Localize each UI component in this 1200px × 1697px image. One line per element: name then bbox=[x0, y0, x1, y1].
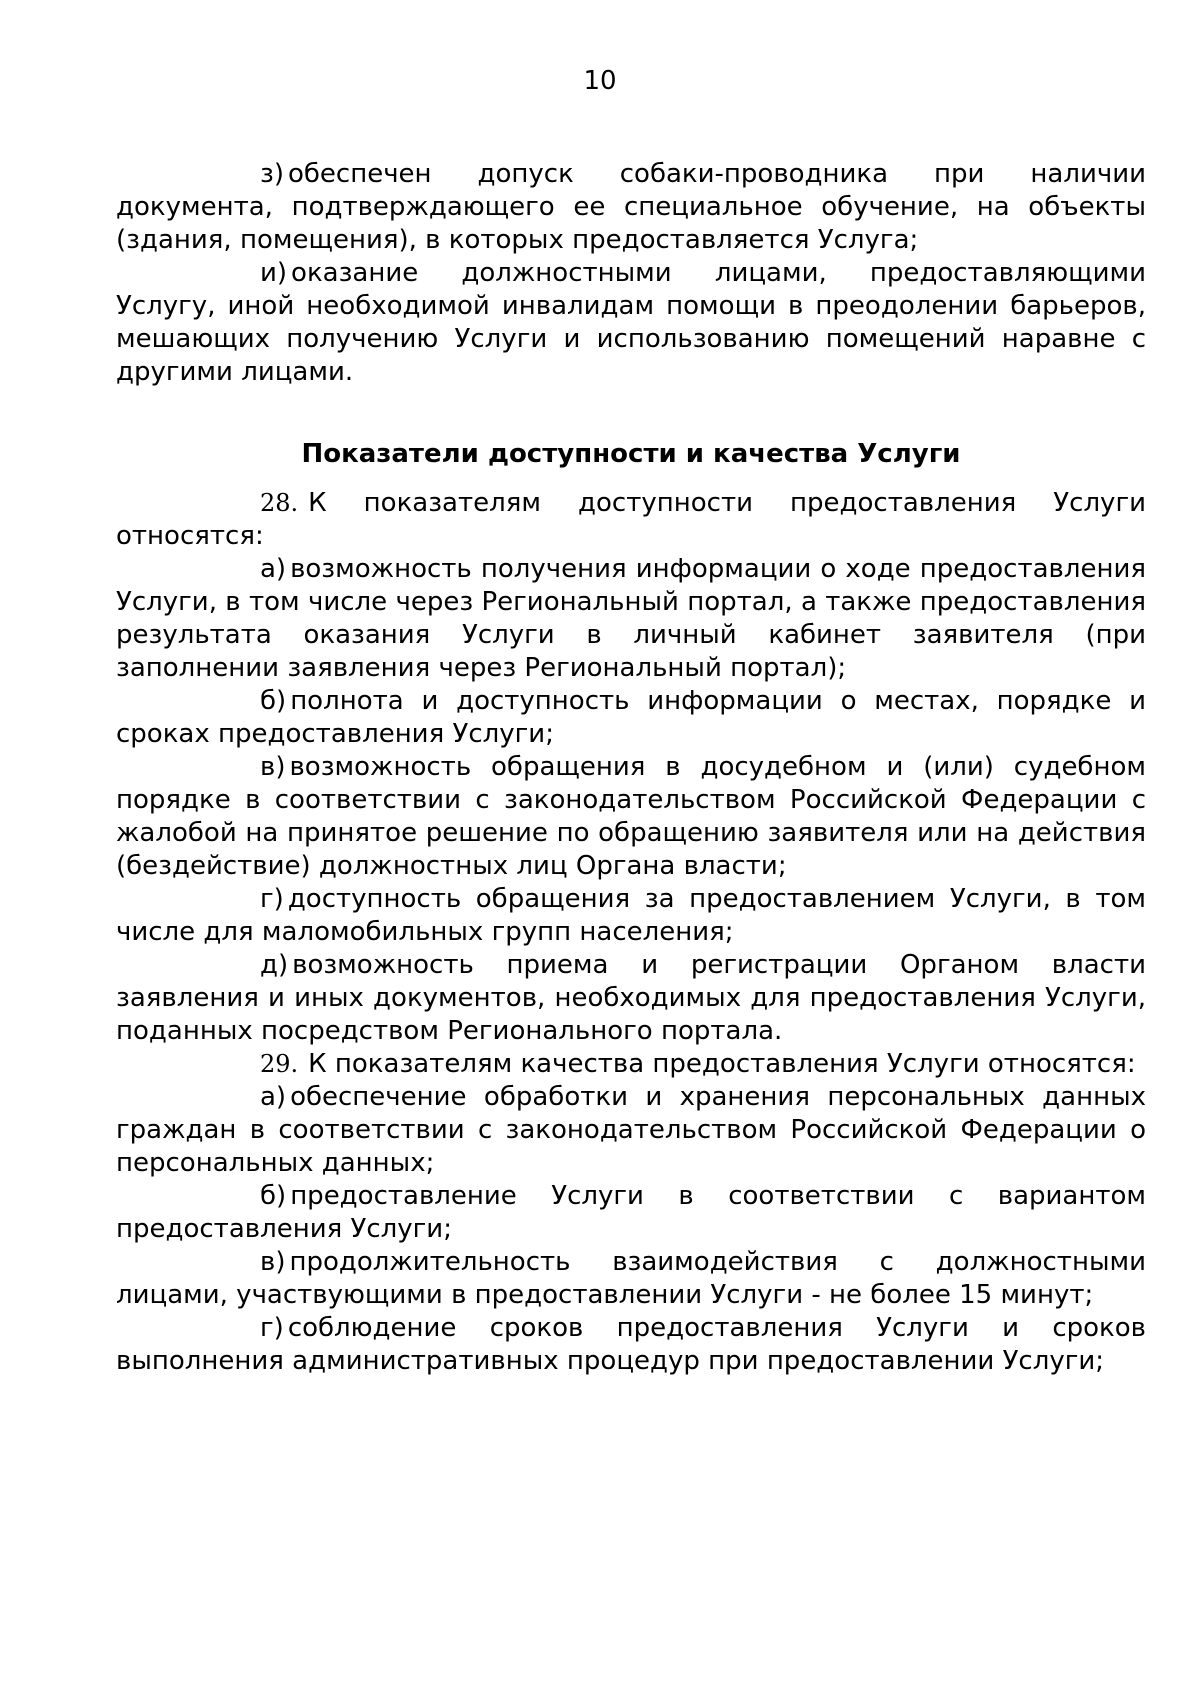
item-text: соблюдение сроков предоставления Услуги и сроков выполнения административных процедур при предоставлении Услуги; bbox=[116, 1313, 1146, 1376]
clause-text: К показателям доступности предоставления Услуги относятся: bbox=[116, 488, 1146, 551]
list-item bbox=[116, 685, 1146, 751]
item-text: доступность обращения за предоставлением Услуги, в том числе для маломобильных групп населения; bbox=[116, 884, 1146, 947]
item-marker: г) bbox=[260, 1313, 284, 1343]
list-item bbox=[116, 883, 1146, 949]
list-item bbox=[116, 1312, 1146, 1378]
clause-text: К показателям качества предоставления Услуги относятся: bbox=[308, 1049, 1136, 1079]
item-text: обеспечение обработки и хранения персональных данных граждан в соответствии с законодательством Российской Федерации о персональных данных; bbox=[116, 1082, 1146, 1178]
list-item bbox=[116, 158, 1146, 257]
list-item bbox=[116, 949, 1146, 1048]
item-marker: а) bbox=[260, 1082, 287, 1112]
list-item bbox=[116, 1180, 1146, 1246]
item-text: полнота и доступность информации о местах, порядке и сроках предоставления Услуги; bbox=[116, 686, 1146, 749]
clause-29 bbox=[116, 1048, 1146, 1081]
section-heading: Показатели доступности и качества Услуги bbox=[301, 439, 961, 469]
clause-number: 28. bbox=[260, 489, 299, 517]
item-text: предоставление Услуги в соответствии с вариантом предоставления Услуги; bbox=[116, 1181, 1146, 1244]
item-text: продолжительность взаимодействия с должностными лицами, участвующими в предоставлении Услуги - не более 15 минут; bbox=[116, 1247, 1146, 1310]
item-marker: а) bbox=[260, 554, 287, 584]
list-item bbox=[116, 257, 1146, 389]
item-text: обеспечен допуск собаки-проводника при наличии документа, подтверждающего ее специальное обучение, на объекты (здания, помещения), в которых предоставляется Услуга; bbox=[116, 159, 1146, 255]
list-item bbox=[116, 1246, 1146, 1312]
item-marker: в) bbox=[260, 1247, 286, 1277]
item-text: возможность получения информации о ходе предоставления Услуги, в том числе через Региональный портал, а также предоставления результата оказания Услуги в личный кабинет заявителя (при заполнении заявления через Региональный портал); bbox=[116, 554, 1146, 683]
item-marker: в) bbox=[260, 752, 286, 782]
item-marker: и) bbox=[260, 258, 288, 288]
clause-28 bbox=[116, 487, 1146, 553]
item-text: возможность приема и регистрации Органом власти заявления и иных документов, необходимых для предоставления Услуги, поданных посредством Регионального портала. bbox=[116, 950, 1146, 1046]
document-body bbox=[116, 158, 1146, 1378]
list-item bbox=[116, 1081, 1146, 1180]
item-text: оказание должностными лицами, предоставляющими Услугу, иной необходимой инвалидам помощи в преодолении барьеров, мешающих получению Услуги и использованию помещений наравне с другими лицами. bbox=[116, 258, 1146, 387]
list-item bbox=[116, 751, 1146, 883]
clause-number: 29. bbox=[260, 1050, 299, 1078]
page-number: 10 bbox=[583, 66, 617, 96]
item-marker: з) bbox=[260, 159, 284, 189]
item-marker: г) bbox=[260, 884, 284, 914]
item-marker: д) bbox=[260, 950, 289, 980]
item-marker: б) bbox=[260, 686, 287, 716]
item-text: возможность обращения в досудебном и (или) судебном порядке в соответствии с законодательством Российской Федерации с жалобой на принятое решение по обращению заявителя или на действия (бездействие) должностных лиц Органа власти; bbox=[116, 752, 1146, 881]
item-marker: б) bbox=[260, 1181, 287, 1211]
list-item bbox=[116, 553, 1146, 685]
